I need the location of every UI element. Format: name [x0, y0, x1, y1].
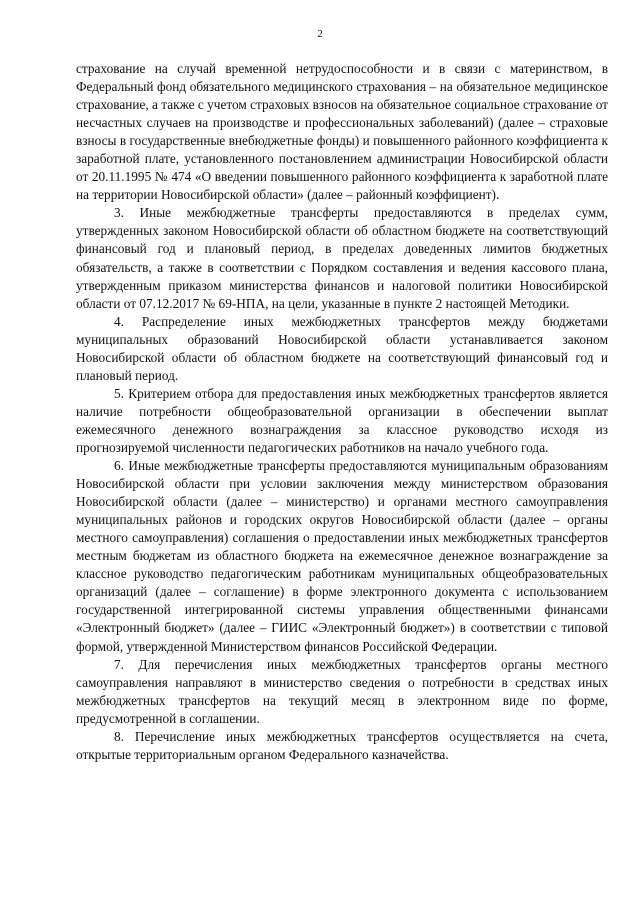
- paragraph-item-5: 5. Критерием отбора для предоставления иных межбюджетных трансфертов является наличие потребности общеобразовательной организации в обеспечении выплат ежемесячного денежного вознаграждения за классное руководство исходя из прогнозируемой численности педагогических работников на начало учебного года.: [76, 385, 608, 455]
- page-number: 2: [317, 28, 323, 40]
- paragraph-item-7: 7. Для перечисления иных межбюджетных трансфертов органы местного самоуправления направляют в министерство сведения о потребности в средствах иных межбюджетных трансфертов на текущий месяц в электронном виде по форме, предусмотренной в соглашении.: [76, 656, 608, 726]
- paragraph-continuation: страхование на случай временной нетрудоспособности и в связи с материнством, в Федеральный фонд обязательного медицинского страхования – на обязательное медицинское страхование, а также с учетом страховых взносов на обязательное социальное страхование от несчастных случаев на производстве и профессиональных заболеваний) (далее – страховые взносы в государственные внебюджетные фонды) и повышенного районного коэффициента к заработной плате, установленного постановлением администрации Новосибирской области от 20.11.1995 № 474 «О введении повышенного районного коэффициента к заработной плате на территории Новосибирской области» (далее – районный коэффициент).: [76, 61, 608, 203]
- paragraph-item-3: 3. Иные межбюджетные трансферты предоставляются в пределах сумм, утвержденных законом Новосибирской области об областном бюджете на соответствующий финансовый год и плановый период, в пределах доведенных лимитов бюджетных обязательств, а также в соответствии с Порядком составления и ведения кассового плана, утвержденным приказом министерства финансов и налоговой политики Новосибирской области от 07.12.2017 № 69-НПА, на цели, указанные в пункте 2 настоящей Методики.: [76, 205, 608, 311]
- paragraph-item-4: 4. Распределение иных межбюджетных трансфертов между бюджетами муниципальных образований Новосибирской области устанавливается законом Новосибирской области об областном бюджете на соответствующий финансовый год и плановый период.: [76, 313, 608, 383]
- document-body: [76, 60, 608, 764]
- paragraph-item-6: 6. Иные межбюджетные трансферты предоставляются муниципальным образованиям Новосибирской области при условии заключения между министерством образования Новосибирской области (далее – министерство) и органами местного самоуправления муниципальных районов и городских округов Новосибирской области (далее – органы местного самоуправления) соглашения о предоставлении иных межбюджетных трансфертов местным бюджетам из областного бюджета на ежемесячное денежное вознаграждение за классное руководство педагогическим работникам муниципальных общеобразовательных организаций (далее – соглашение) в форме электронного документа с использованием государственной интегрированной системы управления общественными финансами «Электронный бюджет» (далее – ГИИС «Электронный бюджет») в соответствии с типовой формой, утвержденной Министерством финансов Российской Федерации.: [76, 458, 608, 654]
- paragraph-item-8: 8. Перечисление иных межбюджетных трансфертов осуществляется на счета, открытые территориальным органом Федерального казначейства.: [76, 728, 608, 762]
